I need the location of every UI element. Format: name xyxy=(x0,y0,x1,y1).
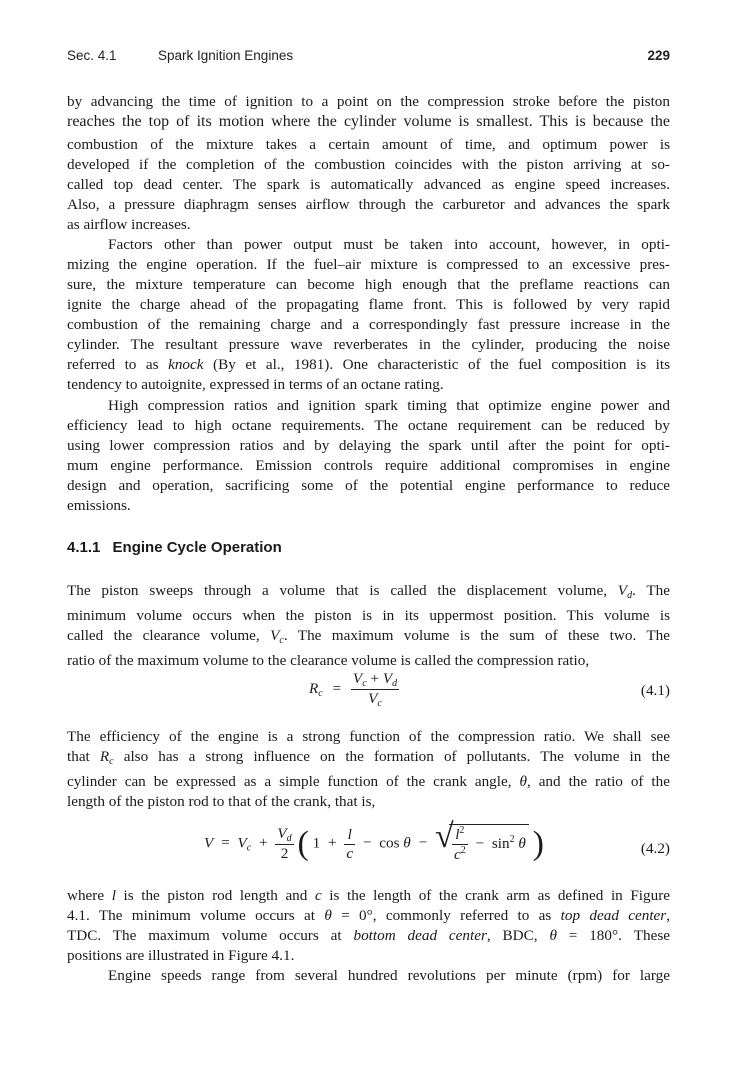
text-line: The piston sweeps through a volume that is called the displacement volume, $V_d$. The xyxy=(67,582,670,601)
section-label: Sec. 4.1 xyxy=(67,48,117,63)
text-line: The efficiency of the engine is a strong function of the compression ratio. We shall see xyxy=(67,728,670,745)
text-line: by advancing the time of ignition to a point on the compression stroke before the piston xyxy=(67,93,670,110)
text-line: ratio of the maximum volume to the clearance volume is called the compression ratio, xyxy=(67,652,590,669)
text-line: developed if the completion of the combustion coincides with the piston arriving at so- xyxy=(67,156,670,173)
text-line: TDC. The maximum volume occurs at bottom dead center, BDC, θ = 180°. These xyxy=(67,927,670,944)
text-line: combustion of the remaining charge and a correspondingly fast pressure increase in the xyxy=(67,316,670,333)
text-line: mizing the engine operation. If the fuel–air mixture is compressed to an excessive pres- xyxy=(67,256,670,273)
text-line: combustion of the mixture takes a certain amount of time, and optimum power is xyxy=(67,136,670,153)
equation-4-2 xyxy=(67,818,670,878)
term-tdc: top dead center xyxy=(560,907,667,924)
text-line: 4.1. The minimum volume occurs at θ = 0°, commonly referred to as top dead center, xyxy=(67,907,670,924)
fraction: $\frac{l^2}{c^2}$ xyxy=(453,825,466,863)
text-line: using lower compression ratios and by delaying the spark until after the point for opti- xyxy=(67,437,670,454)
section-title: Engine Cycle Operation xyxy=(112,539,282,556)
page-number: 229 xyxy=(647,48,670,63)
equation-number: (4.2) xyxy=(640,840,670,857)
text-line: Factors other than power output must be taken into account, however, in opti- xyxy=(108,236,670,253)
paragraph-2 xyxy=(67,235,670,395)
running-head xyxy=(67,48,670,68)
text-line: reaches the top of its motion where the cylinder volume is smallest. This is because the xyxy=(67,113,670,130)
text-line: referred to as knock (By et al., 1981). One characteristic of the fuel composition is its xyxy=(67,356,670,373)
text-line: length of the piston rod to that of the crank, that is, xyxy=(67,793,376,810)
text-line: that $R_c$ also has a strong influence on the formation of pollutants. The volume in the xyxy=(67,748,670,767)
text-line: called the clearance volume, $V_c$. The maximum volume is the sum of these two. The xyxy=(67,627,670,646)
text-line: Engine speeds range from several hundred revolutions per minute (rpm) for large xyxy=(108,967,670,984)
text-line: design and operation, sacrificing some of the potential engine performance to reduce xyxy=(67,477,670,494)
text-line: High compression ratios and ignition spark timing that optimize engine power and xyxy=(108,397,670,414)
section-heading xyxy=(67,539,282,556)
term-knock: knock xyxy=(168,356,204,373)
section-number: 4.1.1 xyxy=(67,539,101,556)
text-line: called top dead center. The spark is automatically advanced as engine speed increases. xyxy=(67,176,670,193)
text-line: cylinder can be expressed as a simple function of the crank angle, θ, and the ratio of the xyxy=(67,773,670,790)
paragraph-7 xyxy=(67,966,670,986)
text-line: efficiency lead to high octane requirements. The octane requirement can be reduced by xyxy=(67,417,670,434)
chapter-title: Spark Ignition Engines xyxy=(158,48,294,63)
text-line: positions are illustrated in Figure 4.1. xyxy=(67,947,295,964)
text-line: cylinder. The resultant pressure wave reverberates in the cylinder, producing the noise xyxy=(67,336,670,353)
text-line: as airflow increases. xyxy=(67,216,191,233)
text-line: Also, a pressure diaphragm senses airflow through the carburetor and advances the spark xyxy=(67,196,670,213)
paragraph-5 xyxy=(67,727,670,812)
square-root: √ $\frac{l^2}{c^2}$ − $\sin^2 \theta$ xyxy=(435,824,529,864)
text-line: tendency to autoignite, expressed in terms of an octane rating. xyxy=(67,376,444,393)
paragraph-6 xyxy=(67,886,670,966)
text-line: ignite the charge ahead of the propagating flame front. This is followed by very rapid xyxy=(67,296,670,313)
equation-number: (4.1) xyxy=(640,682,670,699)
text-line: emissions. xyxy=(67,497,131,514)
fraction: $\frac{V_d}{2}$ xyxy=(277,825,292,862)
fraction: $\frac{l}{c}$ xyxy=(346,825,354,862)
paragraph-4 xyxy=(67,581,670,671)
equation-4-1 xyxy=(67,666,670,714)
fraction: $\frac{V_c + V_d}{V_c}$ xyxy=(352,670,398,709)
text-line: where l is the piston rod length and c is the length of the crank arm as defined in Figure xyxy=(67,887,670,904)
text-line: mum engine performance. Emission controls require additional compromises in engine xyxy=(67,457,670,474)
text-line: sure, the mixture temperature can become high enough that the preflame reactions can xyxy=(67,276,670,293)
equation-body: $V = V_c$ + $\frac{V_d}{2}$ ( 1 + $\frac{l}{c}$ − cos θ − √ $\frac{l^2}{c^2}$ − $\sin^2 \theta$ ) xyxy=(204,818,544,863)
equation-body: $R_c$ = $\frac{V_c + V_d}{V_c}$ xyxy=(309,670,398,709)
paragraph-1 xyxy=(67,92,670,235)
text-line: minimum volume occurs when the piston is in its uppermost position. This volume is xyxy=(67,607,670,624)
paragraph-3 xyxy=(67,396,670,516)
term-bdc: bottom dead center xyxy=(353,927,487,944)
